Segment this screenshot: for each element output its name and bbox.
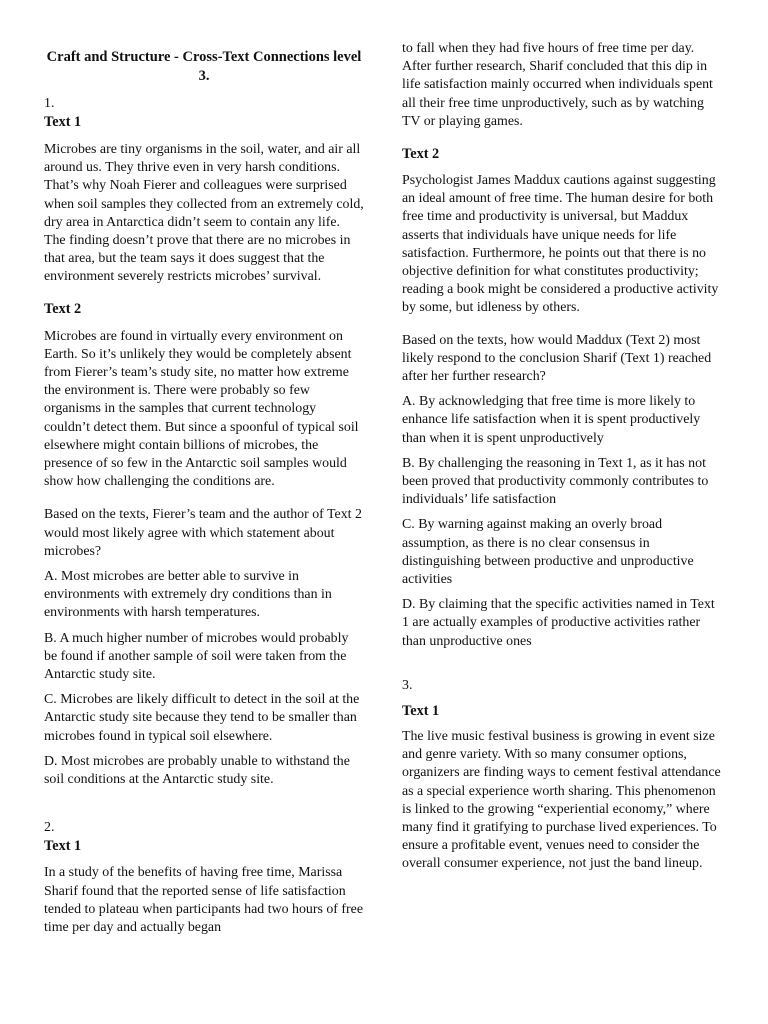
q3-text1-passage: The live music festival business is growing in event size and genre variety. With so many consumer options, organizers are finding ways to cement festival attendance as a special experience worth sharing. This phenomenon is linked to the growing “experiential economy,” where many find it gratifying to purchase lived experiences. To ensure a profitable event, venues need to consider the overall consumer experience, not just the band lineup. [402,728,721,872]
q2-option-c: C. By warning against making an overly broad assumption, as there is no clear consensus in distinguishing between productive and unproductive activities [402,517,694,588]
q1-text1-heading: Text 1 [44,114,82,130]
q2-option-b: B. By challenging the reasoning in Text 1, as it has not been proved that productivity commonly contributes to individuals’ life satisfaction [402,455,709,508]
q2-option-a: A. By acknowledging that free time is more likely to enhance life satisfaction when it is spent productively than when it is spent unproductively [402,394,701,446]
page-title: Craft and Structure - Cross-Text Connections level 3. [46,49,362,84]
question-2-number: 2. [44,820,55,836]
q1-text2-passage: Microbes are found in virtually every environment on Earth. So it’s unlikely they would be completely absent from Fierer’s team’s study site, no matter how extreme the environment is. There were probably so few organisms in the samples that current technology couldn’t detect them. But since a spoonful of typical soil elsewhere might contain billions of microbes, the presence of so few in the Antarctic soil samples would show how challenging the conditions are. [44,328,359,490]
q1-option-b: B. A much higher number of microbes would probably be found if another sample of soil were taken from the Antarctic study site. [44,630,349,683]
q1-option-d: D. Most microbes are probably unable to withstand the soil conditions at the Antarctic study site. [44,753,350,788]
left-column [44,0,364,937]
q1-option-c: C. Microbes are likely difficult to detect in the soil at the Antarctic study site because they tend to be smaller than microbes found in typical soil elsewhere. [44,692,360,744]
q2-text2-heading: Text 2 [402,146,440,163]
q1-text2-heading: Text 2 [44,300,82,317]
q2-option-d: D. By claiming that the specific activities named in Text 1 are actually examples of productive activities rather than unproductive ones [402,597,715,649]
q1-option-a: A. Most microbes are better able to survive in environments with extremely dry conditions than in environments with harsh temperatures. [44,569,332,621]
q2-question: Based on the texts, how would Maddux (Text 2) most likely respond to the conclusion Sharif (Text 1) reached after her further research? [402,332,712,385]
question-1-number: 1. [44,96,55,111]
q2-text1-passage-part1: In a study of the benefits of having free time, Marissa Sharif found that the reported sense of life satisfaction tended to plateau when participants had two hours of free time per day and actually began [44,865,363,935]
question-3-number: 3. [402,677,413,693]
q2-text1-heading: Text 1 [44,838,82,855]
q3-text1-heading: Text 1 [402,702,440,719]
q2-text1-passage-part2: to fall when they had five hours of free time per day. After further research, Sharif concluded that this dip in life satisfaction mainly occurred when individuals spent all their free time unproductively, such as by watching TV or playing games. [402,41,713,129]
q1-question: Based on the texts, Fierer’s team and the author of Text 2 would most likely agree with which statement about microbes? [44,507,362,559]
q2-text2-passage: Psychologist James Maddux cautions against suggesting an ideal amount of free time. The human desire for both free time and productivity is universal, but Maddux asserts that individuals have unique needs for life satisfaction. Furthermore, he points out that there is no objective definition for what constitutes productivity; reading a book might be considered a productive activity by some, but idleness by others. [402,173,719,316]
right-column [402,0,724,874]
q1-text1-passage: Microbes are tiny organisms in the soil, water, and air all around us. They thrive even in very harsh conditions. That’s why Noah Fierer and colleagues were surprised when soil samples they collected from an extremely cold, dry area in Antarctica didn’t seem to contain any life. The finding doesn’t prove that there are no microbes in that area, but the team says it does suggest that the environment severely restricts microbes’ survival. [44,142,364,285]
